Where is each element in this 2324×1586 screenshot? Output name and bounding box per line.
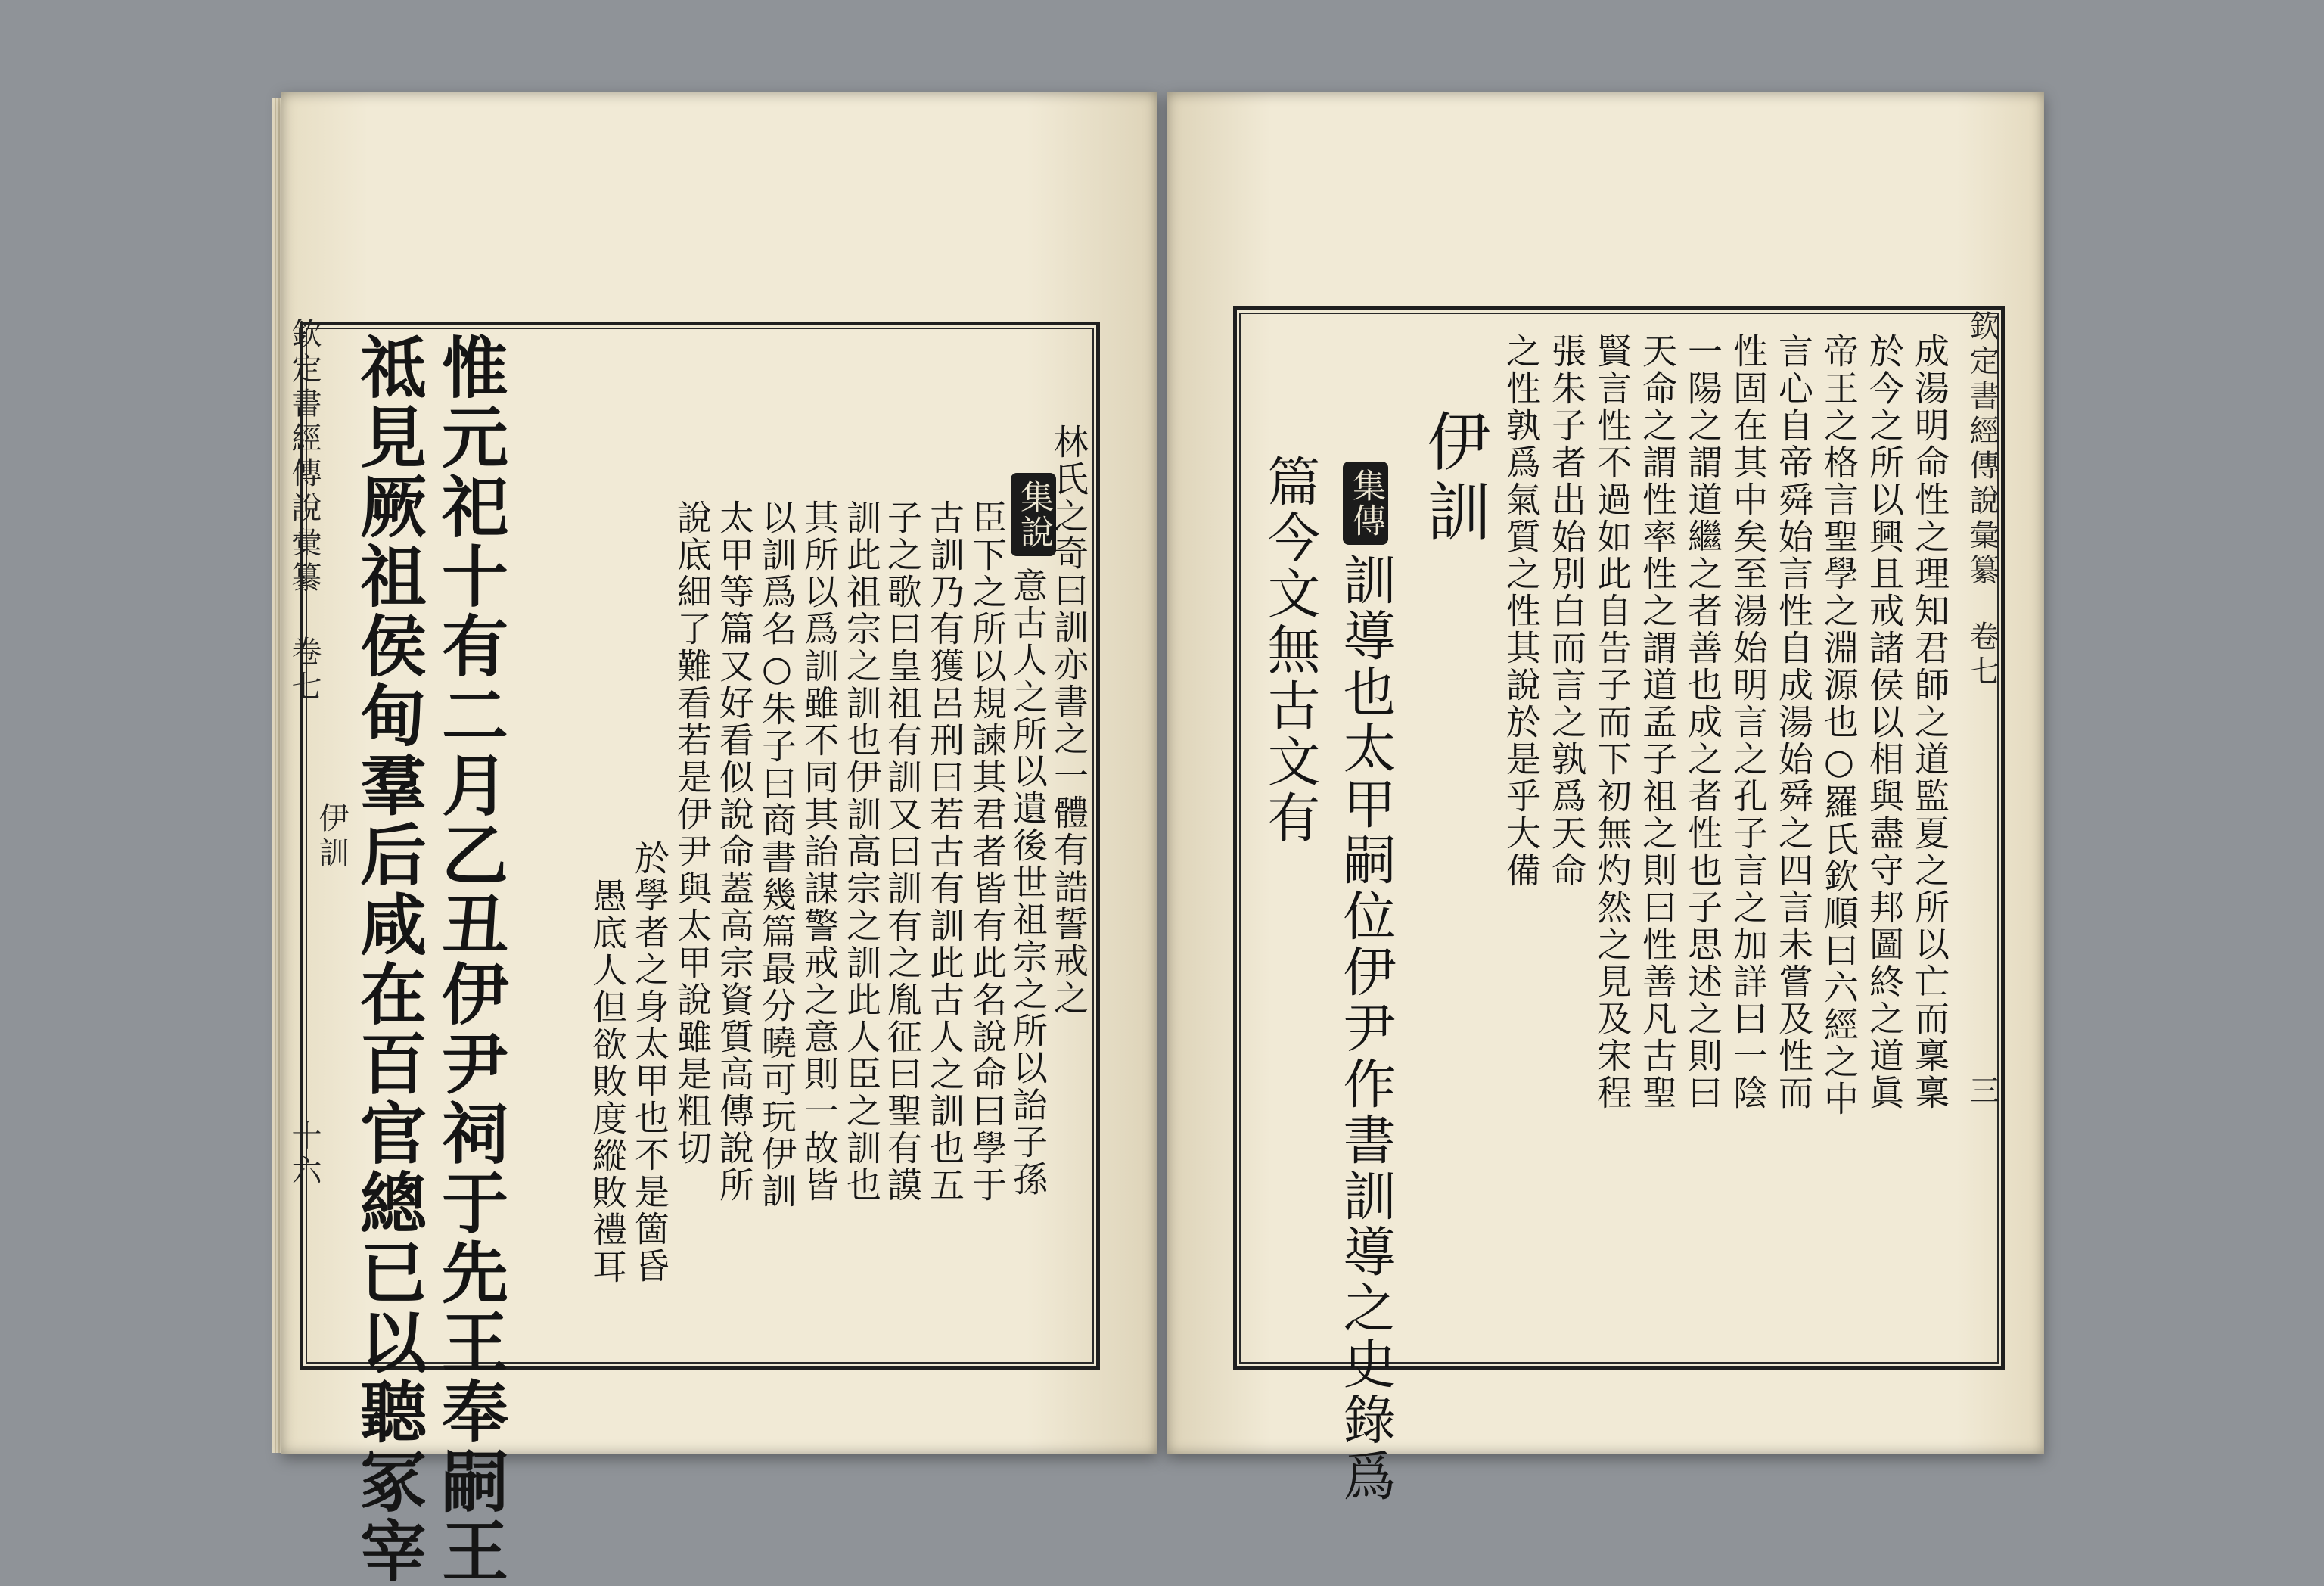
left-commentary-col-8: 以訓爲名○朱子曰商書幾篇最分曉可玩伊訓 (757, 499, 797, 1210)
left-margin-section: 伊訓 (314, 802, 349, 872)
right-annotation-col-1: 訓導也太甲嗣位伊尹作書訓導之史錄爲 (1334, 552, 1397, 1504)
left-commentary-col-2: 意古人之所以遺後世祖宗之所以詒子孫 (1008, 568, 1049, 1198)
left-commentary-col-9: 太甲等篇又好看似說命蓋高宗資質高傳說所 (714, 499, 755, 1204)
left-commentary-col-3: 臣下之所以規諫其君者皆有此名說命曰學于 (967, 499, 1008, 1204)
left-margin-volume: 卷七 (287, 636, 322, 705)
right-commentary-col-7: 天命之謂性率性之謂道孟子祖之則曰性善凡古聖 (1637, 333, 1678, 1112)
left-commentary-col-4: 古訓乃有獲呂刑曰若古有訓此古人之訓也五 (924, 499, 965, 1204)
left-margin-page: 十六 (287, 1120, 322, 1190)
left-margin-title: 欽定書經傳說彙纂 (287, 318, 322, 596)
left-commentary-col-12: 愚底人但欲敗度縱敗禮耳 (587, 878, 628, 1286)
right-commentary-col-4: 言心自帝舜始言性自成湯始舜之四言未嘗及性而 (1773, 333, 1814, 1112)
right-commentary-col-9: 張朱子者出始別白而言之孰爲天命 (1546, 333, 1587, 889)
right-commentary-col-10: 之性孰爲氣質之性其說於是乎大備 (1501, 333, 1542, 889)
right-commentary-col-2: 於今之所以興且戒諸侯以相與盡守邦圖終之道眞 (1864, 333, 1905, 1112)
left-commentary-col-11: 於學者之身太甲也不是箇昏 (629, 840, 670, 1285)
right-seal-jizhuan: 集傳 (1343, 462, 1388, 545)
right-heading-yixun: 伊訓 (1417, 409, 1491, 548)
right-commentary-col-8: 賢言性不過如此自告子而下初無灼然之見及宋程 (1592, 333, 1633, 1112)
right-annotation-col-2: 篇今文無古文有 (1259, 454, 1321, 846)
right-commentary-col-5: 性固在其中矣至湯始明言之孔子言之加詳曰一陰 (1728, 333, 1769, 1112)
left-commentary-col-10: 說底細了難看若是伊尹與太甲說雖是粗切 (672, 499, 713, 1167)
left-commentary-col-1: 林氏之奇曰訓亦書之一體有誥誓戒之 (1049, 424, 1089, 1017)
right-margin-page: 三 (1965, 1074, 1999, 1109)
left-main-line-2: 祗見厥祖侯甸羣后咸在百官總已以聽冢宰 (350, 333, 428, 1586)
right-commentary-col-3: 帝王之格言聖學之淵源也○羅氏欽順曰六經之中 (1819, 333, 1860, 1118)
left-commentary-col-7: 其所以爲訓雖不同其詒謀警戒之意則一故皆 (799, 499, 840, 1204)
left-commentary-col-6: 訓此祖宗之訓也伊訓高宗之訓此人臣之訓也 (841, 499, 882, 1204)
right-commentary-col-1: 成湯明命性之理知君師之道監夏之所以亡而稟稟 (1909, 333, 1950, 1112)
right-commentary-col-6: 一陽之謂道繼之者善也成之者性也子思述之則曰 (1682, 333, 1723, 1112)
left-seal-jishuo: 集說 (1011, 473, 1056, 556)
left-commentary-col-5: 子之歌曰皇祖有訓又曰訓有之胤征曰聖有謨 (882, 499, 923, 1204)
right-margin-volume: 卷七 (1965, 620, 1999, 690)
right-margin-title: 欽定書經傳說彙纂 (1965, 310, 1999, 589)
left-main-line-1: 惟元祀十有二月乙丑伊尹祠于先王奉嗣王 (431, 333, 510, 1586)
